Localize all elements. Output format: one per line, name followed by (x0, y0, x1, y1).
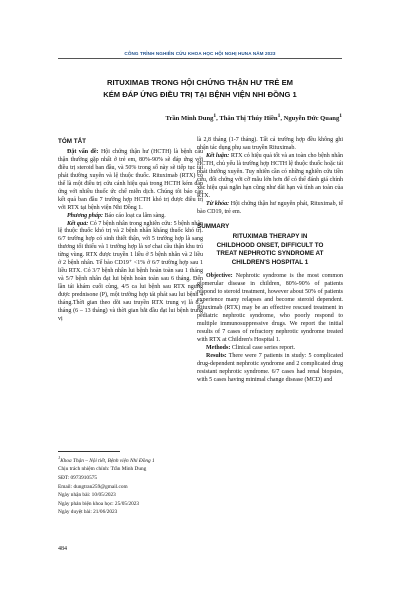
en-methods-label: Methods: (206, 344, 231, 351)
vn-methods (58, 213, 203, 221)
article-title (40, 77, 360, 101)
author-1-affil: 1 (213, 113, 217, 119)
vn-results (58, 221, 203, 324)
en-objective-label: Objective: (206, 273, 233, 280)
footnotes (58, 454, 203, 517)
en-title-line-2: CHILDHOOD ONSET, DIFFICULT TO (216, 241, 324, 249)
footnote-rule (58, 451, 120, 452)
en-title (197, 233, 343, 267)
title-line-2: KÉM ĐÁP ỨNG ĐIỀU TRỊ TẠI BỆNH VIỆN NHI ĐỒNG 1 (103, 90, 297, 99)
en-objective-text: Nephrotic syndrome is the most common glomerular disease in children, 80%-90% of patients respond to steroid treatment, however about 50% of patients experience many relapses and become steroid dependent. Rituximab (RTX) may be an effective rescued treatment in pediatric nephrotic syndrome, who poorly respond to multiple immunosuppressive drugs. We report the initial results of 7 cases of refractory nephrotic syndrome treated with RTX at Children's Hospital 1. (197, 273, 344, 343)
en-objective (197, 273, 343, 345)
vn-abstract-heading: TÓM TẮT (58, 138, 86, 145)
vn-background-label: Đặt vấn đề: (67, 148, 99, 155)
vn-conclusion (197, 153, 343, 201)
vn-conclusion-label: Kết luận: (206, 152, 230, 159)
date-reviewed: Ngày phản biện khoa học: 25/05/2023 (58, 500, 140, 507)
vn-methods-text: Báo cáo loạt ca lâm sàng. (104, 212, 166, 219)
phone: SĐT: 0973910575 (58, 474, 98, 481)
vn-results-continued: là 2,8 tháng (1-7 tháng). Tất cả trường hợp đều không ghi nhận tác dụng phụ sau truyền Rituximab. (197, 137, 343, 151)
author-1: Trần Minh Dung (165, 115, 214, 123)
right-column (197, 137, 343, 384)
en-title-line-4: CHILDREN'S HOSPITAL 1 (231, 258, 309, 266)
email: Email: dungtran259@gmail.com (58, 483, 128, 490)
vn-keywords-text: Hội chứng thận hư nguyên phát, Rituximab, tế bào CD19, trẻ em. (197, 200, 344, 215)
en-title-line-1: RITUXIMAB THERAPY IN (232, 233, 308, 241)
corresponding-author: Chịu trách nhiệm chính: Trần Minh Dung (58, 466, 147, 473)
en-methods (197, 345, 343, 353)
vn-background-text: Hội chứng thận hư (HCTH) là bệnh cầu thận thường gặp nhất ở trẻ em, 80%-90% sẽ đáp ứng với điều trị steroid ban đầu, và 50% trong số này sẽ tiếp tục tái phát thường xuyên và lệ thuộc thuốc. Rituximab (RTX) có thể là một điều trị cứu cánh hiệu quả trong HCTH kém đáp ứng với nhiều thuốc ức chế miễn dịch. Chúng tôi báo cáo kết quả ban đầu 7 trường hợp HCTH khó trị được điều trị với RTX tại bệnh viện Nhi Đồng 1. (58, 148, 204, 211)
vn-results-text: Có 7 bệnh nhân trong nghiên cứu: 5 bệnh nhân lệ thuộc thuốc khó trị và 2 bệnh nhân kháng thuốc khó trị. 6/7 trường hợp có sinh thiết thận, với 5 trường hợp là sang thương tối thiểu và 1 trường hợp là xơ chai cầu thận khu trú từng vùng. RTX được truyền 1 liều ở 5 bệnh nhân và 2 liều ở 2 bệnh nhân. Tế bào CD19⁺ <1% ở 6/7 trường hợp sau 1 liều RTX. Có 3/7 bệnh nhân lui bệnh hoàn toàn sau 1 tháng và 5/7 bệnh nhân đạt lui bệnh hoàn toàn sau 6 tháng. Đến lần tái khám cuối cùng, 4/5 ca lui bệnh sau RTX ngưng được prednisone (P), một trường hợp tái phát sau lui bệnh 4 tháng.Thời gian theo dõi sau truyền RTX trung vị là 8,5 tháng (6 – 13 tháng) và thời gian bắt đầu đạt lui bệnh trung vị (58, 220, 204, 322)
date-accepted: Ngày duyệt bài: 21/06/2023 (58, 509, 118, 516)
header-rule (58, 58, 342, 59)
affiliation-marker: 1 (58, 455, 61, 460)
en-methods-text: Clinical case series report. (231, 344, 296, 351)
en-results (197, 353, 343, 385)
vn-conclusion-text: RTX có hiệu quả tốt và an toàn cho bệnh nhân HCTH, chủ yếu là trường hợp HCTH lệ thuộc thuốc hoặc tái phát thường xuyên. Tuy nhiên cần có những nghiên cứu tiền cứu, đối chứng với cỡ mẫu lớn hơn để có thể đánh giá chính xác hiệu quả ngắn hạn cũng như dài hạn và tính an toàn của RTX. (197, 152, 344, 199)
vn-results-label: Kết quả: (67, 220, 89, 227)
author-3-affil: 1 (339, 113, 342, 119)
vn-background (58, 149, 203, 213)
en-abstract-heading: SUMMARY (197, 222, 230, 230)
date-received: Ngày nhận bài: 10/05/2023 (58, 492, 116, 499)
en-results-label: Results: (206, 352, 227, 359)
vn-keywords-label: Từ khóa: (206, 200, 230, 207)
author-2: Thân Thị Thúy Hiền (219, 115, 278, 123)
vn-keywords (197, 201, 343, 217)
page-number: 484 (58, 546, 67, 552)
running-head: CÔNG TRÌNH NGHIÊN CỨU KHOA HỌC HỘI NGHỊ HUNA NĂM 2023 (124, 51, 276, 56)
en-title-line-3: TREAT NEPHROTIC SYNDROME AT (216, 250, 324, 258)
author-3: Nguyễn Đức Quang (283, 115, 340, 123)
left-column (58, 138, 203, 324)
author-2-affil: 1 (277, 113, 281, 119)
vn-methods-label: Phương pháp: (67, 212, 103, 219)
affiliation-note (58, 454, 203, 465)
title-line-1: RITUXIMAB TRONG HỘI CHỨNG THẬN HƯ TRẺ EM (107, 78, 293, 87)
affiliation-text: Khoa Thận – Nội tiết, Bệnh viện Nhi Đồng 1 (60, 457, 155, 464)
author-list: Trần Minh Dung$^1$, Thân Thị Thúy Hiền$^1$, Nguyễn Đức Quang$^1$ (165, 113, 342, 123)
en-results-text: There were 7 patients in study: 5 complicated drug-dependent nephrotic syndrome and 2 complicated drug resistant nephrotic syndrome. 6/7 cases had renal biopsies, with 5 cases having minimal change disease (MCD) and (197, 352, 343, 383)
